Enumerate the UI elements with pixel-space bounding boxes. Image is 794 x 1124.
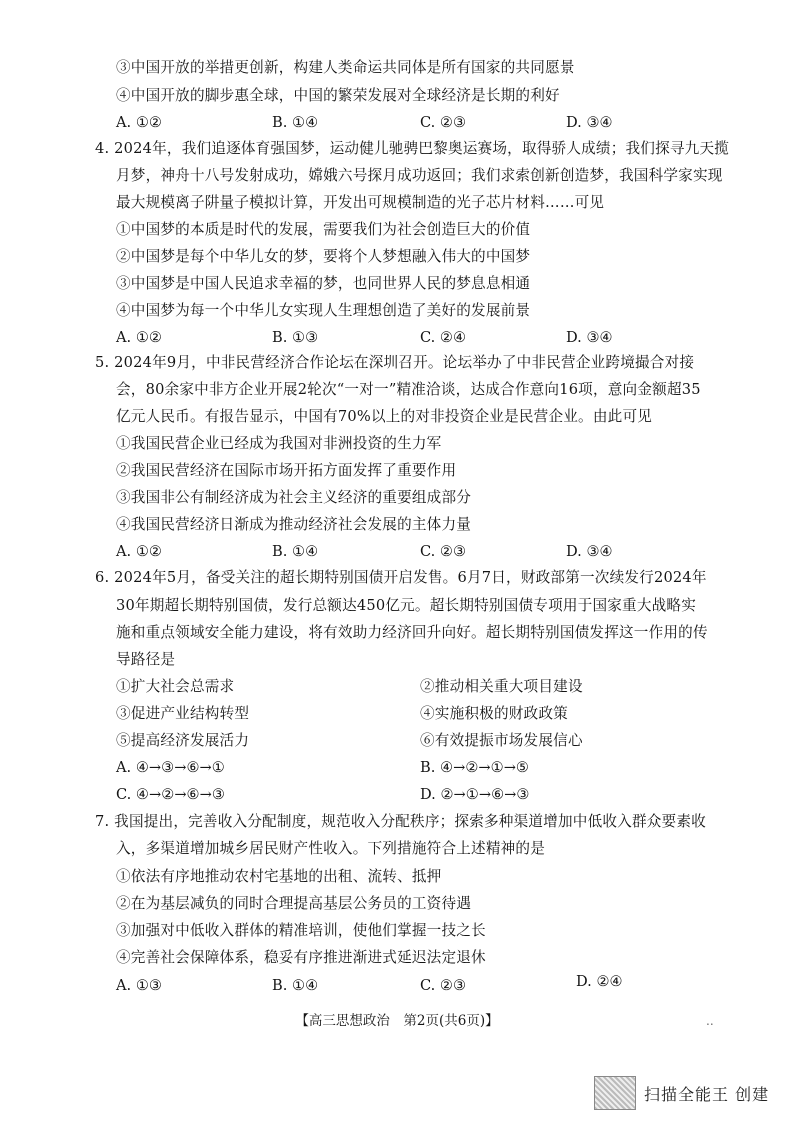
q7-option-c: C. ②③ — [420, 977, 467, 994]
q4-stem-line-3: 最大规模离子阱量子模拟计算，开发出可规模制造的光子芯片材料……可见 — [116, 194, 605, 211]
q3-option-d: D. ③④ — [566, 114, 613, 131]
q6-option-b: B. ④→②→①→⑤ — [420, 759, 530, 776]
q5-item-1: ①我国民营企业已经成为我国对非洲投资的生力军 — [116, 435, 442, 452]
q7-item-4: ④完善社会保障体系，稳妥有序推进渐进式延迟法定退休 — [116, 949, 486, 966]
page-footer: 【高三思想政治 第2页(共6页)】 — [295, 1013, 499, 1029]
q3-item-4: ④中国开放的脚步惠全球，中国的繁荣发展对全球经济是长期的利好 — [116, 87, 560, 104]
q7-stem-line-2: 入，多渠道增加城乡居民财产性收入。下列措施符合上述精神的是 — [116, 840, 546, 857]
q6-item-6: ⑥有效提振市场发展信心 — [420, 732, 583, 749]
q7-item-3: ③加强对中低收入群体的精准培训，使他们掌握一技之长 — [116, 922, 486, 939]
q5-item-2: ②我国民营经济在国际市场开拓方面发挥了重要作用 — [116, 462, 457, 479]
q5-item-4: ④我国民营经济日渐成为推动经济社会发展的主体力量 — [116, 516, 472, 533]
q5-option-b: B. ①④ — [272, 543, 319, 560]
q5-option-a: A. ①② — [116, 543, 162, 560]
q6-item-4: ④实施积极的财政政策 — [420, 705, 568, 722]
q4-item-1: ①中国梦的本质是时代的发展，需要我们为社会创造巨大的价值 — [116, 221, 531, 238]
q7-option-a: A. ①③ — [116, 977, 162, 994]
q5-option-d: D. ③④ — [566, 543, 613, 560]
q6-item-3: ③促进产业结构转型 — [116, 705, 250, 722]
q3-option-c: C. ②③ — [420, 114, 467, 131]
q4-option-c: C. ②④ — [420, 329, 467, 346]
q5-option-c: C. ②③ — [420, 543, 467, 560]
q4-option-b: B. ①③ — [272, 329, 319, 346]
q6-item-5: ⑤提高经济发展活力 — [116, 732, 250, 749]
footer-dots: .. — [706, 1014, 714, 1028]
q7-stem-line-1: 7. 我国提出，完善收入分配制度，规范收入分配秩序；探索多种渠道增加中低收入群众要素收 — [95, 813, 706, 830]
q7-item-2: ②在为基层减负的同时合理提高基层公务员的工资待遇 — [116, 895, 472, 912]
q6-option-c: C. ④→②→⑥→③ — [116, 786, 225, 803]
q7-option-b: B. ①④ — [272, 977, 319, 994]
q7-option-d: D. ②④ — [576, 973, 623, 990]
q3-option-b: B. ①④ — [272, 114, 319, 131]
q6-stem-line-3: 施和重点领域安全能力建设，将有效助力经济回升向好。超长期特别国债发挥这一作用的传 — [116, 624, 708, 641]
q7-item-1: ①依法有序地推动农村宅基地的出租、流转、抵押 — [116, 868, 442, 885]
q5-stem-line-1: 5. 2024年9月，中非民营经济合作论坛在深圳召开。论坛举办了中非民营企业跨境撮合对接 — [95, 354, 695, 371]
q4-stem-line-1: 4. 2024年，我们追逐体育强国梦，运动健儿驰骋巴黎奥运赛场，取得骄人成绩；我们探寻九天揽 — [95, 140, 730, 157]
scanner-watermark — [594, 1076, 769, 1110]
qr-code-icon — [594, 1076, 636, 1110]
q6-option-d: D. ②→①→⑥→③ — [420, 786, 530, 803]
q6-item-2: ②推动相关重大项目建设 — [420, 678, 583, 695]
watermark-text: 扫描全能王 创建 — [644, 1084, 770, 1104]
q6-stem-line-1: 6. 2024年5月，备受关注的超长期特别国债开启发售。6月7日，财政部第一次续发行2024年 — [95, 569, 707, 586]
q4-stem-line-2: 月梦，神舟十八号发射成功，嫦娥六号探月成功返回；我们求索创新创造梦，我国科学家实现 — [116, 167, 723, 184]
q5-item-3: ③我国非公有制经济成为社会主义经济的重要组成部分 — [116, 489, 472, 506]
q5-stem-line-2: 会，80余家中非方企业开展2轮次“一对一”精准洽谈，达成合作意向16项，意向金额超35 — [116, 381, 701, 398]
q5-stem-line-3: 亿元人民币。有报告显示，中国有70%以上的对非投资企业是民营企业。由此可见 — [116, 408, 653, 425]
q4-option-a: A. ①② — [116, 329, 162, 346]
q4-option-d: D. ③④ — [566, 329, 613, 346]
q6-option-a: A. ④→③→⑥→① — [116, 759, 225, 776]
q6-stem-line-2: 30年期超长期特别国债，发行总额达450亿元。超长期特别国债专项用于国家重大战略实 — [116, 597, 697, 614]
q3-item-3: ③中国开放的举措更创新，构建人类命运共同体是所有国家的共同愿景 — [116, 59, 575, 76]
q6-item-1: ①扩大社会总需求 — [116, 678, 235, 695]
q4-item-2: ②中国梦是每个中华儿女的梦，要将个人梦想融入伟大的中国梦 — [116, 248, 531, 265]
q3-option-a: A. ①② — [116, 114, 162, 131]
q4-item-3: ③中国梦是中国人民追求幸福的梦，也同世界人民的梦息息相通 — [116, 275, 531, 292]
q4-item-4: ④中国梦为每一个中华儿女实现人生理想创造了美好的发展前景 — [116, 302, 531, 319]
q6-stem-line-4: 导路径是 — [116, 651, 176, 668]
